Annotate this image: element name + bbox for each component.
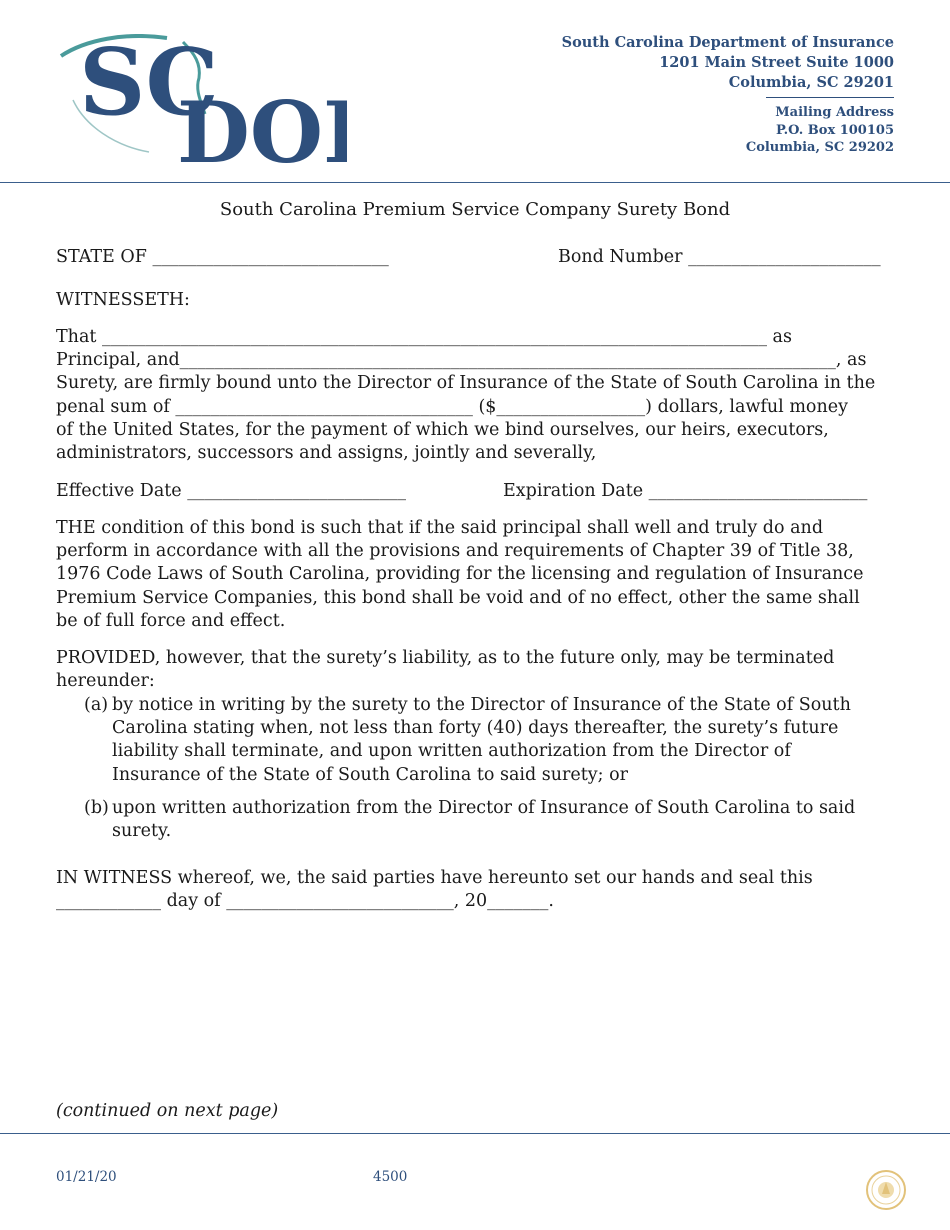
mailing-city: Columbia, SC 29202: [745, 140, 894, 155]
city-address: Columbia, SC 29201: [728, 74, 894, 91]
department-name: South Carolina Department of Insurance: [561, 34, 894, 51]
department-address: [562, 33, 894, 157]
provided-paragraph: [56, 647, 901, 693]
item-b-label: (b): [84, 798, 109, 818]
principal-line: penal sum of __________________________________ ($_________________) dollars, lawful money: [56, 396, 848, 417]
item-a-line: liability shall terminate, and upon written authorization from the Director of: [112, 741, 791, 762]
po-box: P.O. Box 100105: [776, 122, 894, 138]
item-b-line: upon written authorization from the Director of Insurance of South Carolina to said: [112, 798, 856, 818]
footer-date: 01/21/20: [56, 1169, 117, 1185]
state-seal-icon: [865, 1169, 907, 1211]
list-item-b: [84, 797, 904, 843]
item-a-line: by notice in writing by the surety to the Director of Insurance of the State of South: [112, 695, 851, 715]
street-address: 1201 Main Street Suite 1000: [659, 54, 894, 71]
list-item-a: [84, 694, 904, 787]
principal-line: Principal, and___________________________________________________________________________, as: [56, 350, 867, 371]
footer-divider: [0, 1133, 950, 1134]
item-a-label: (a): [84, 695, 109, 715]
header-divider: [0, 182, 950, 183]
condition-paragraph: [56, 517, 901, 633]
principal-paragraph: [56, 326, 901, 465]
item-a-line: Carolina stating when, not less than forty (40) days thereafter, the surety’s future: [112, 718, 839, 739]
condition-line: Premium Service Companies, this bond shall be void and of no effect, other the same shall: [56, 587, 860, 608]
witness-paragraph: [56, 867, 901, 913]
provided-line: hereunder:: [56, 671, 155, 692]
condition-line: THE condition of this bond is such that if the said principal shall well and truly do and: [56, 518, 824, 538]
condition-line: be of full force and effect.: [56, 610, 286, 631]
effective-date-field: Effective Date _________________________: [56, 481, 406, 501]
principal-line: administrators, successors and assigns, jointly and severally,: [56, 443, 597, 464]
expiration-date-field: Expiration Date _________________________: [503, 481, 868, 501]
principal-line: of the United States, for the payment of which we bind ourselves, our heirs, executors,: [56, 419, 829, 440]
witness-line: IN WITNESS whereof, we, the said parties have hereunto set our hands and seal this: [56, 868, 813, 888]
form-title: South Carolina Premium Service Company Surety Bond: [219, 199, 731, 220]
bond-number-field: Bond Number ______________________: [558, 247, 881, 267]
condition-line: perform in accordance with all the provisions and requirements of Chapter 39 of Title 38,: [56, 541, 854, 562]
witnesseth-heading: WITNESSETH:: [56, 290, 190, 310]
witness-line: ____________ day of __________________________, 20_______.: [56, 891, 554, 912]
state-of-field: STATE OF ___________________________: [56, 247, 389, 267]
item-a-line: Insurance of the State of South Carolina to said surety; or: [112, 764, 629, 785]
mailing-label: Mailing Address: [775, 105, 894, 120]
provided-line: PROVIDED, however, that the surety’s liability, as to the future only, may be terminated: [56, 648, 835, 668]
svg-text:SC: SC: [79, 34, 219, 136]
condition-line: 1976 Code Laws of South Carolina, providing for the licensing and regulation of Insurance: [56, 564, 864, 585]
svg-text:DOI: DOI: [177, 83, 347, 164]
item-b-line: surety.: [112, 821, 172, 842]
continued-note: (continued on next page): [56, 1101, 279, 1121]
principal-line: That ____________________________________________________________________________ as: [56, 327, 792, 347]
scdoi-logo: [55, 34, 347, 164]
principal-line: Surety, are firmly bound unto the Director of Insurance of the State of South Carolina in the: [56, 373, 876, 394]
footer-form-number: 4500: [373, 1169, 408, 1185]
address-divider: [766, 97, 894, 98]
